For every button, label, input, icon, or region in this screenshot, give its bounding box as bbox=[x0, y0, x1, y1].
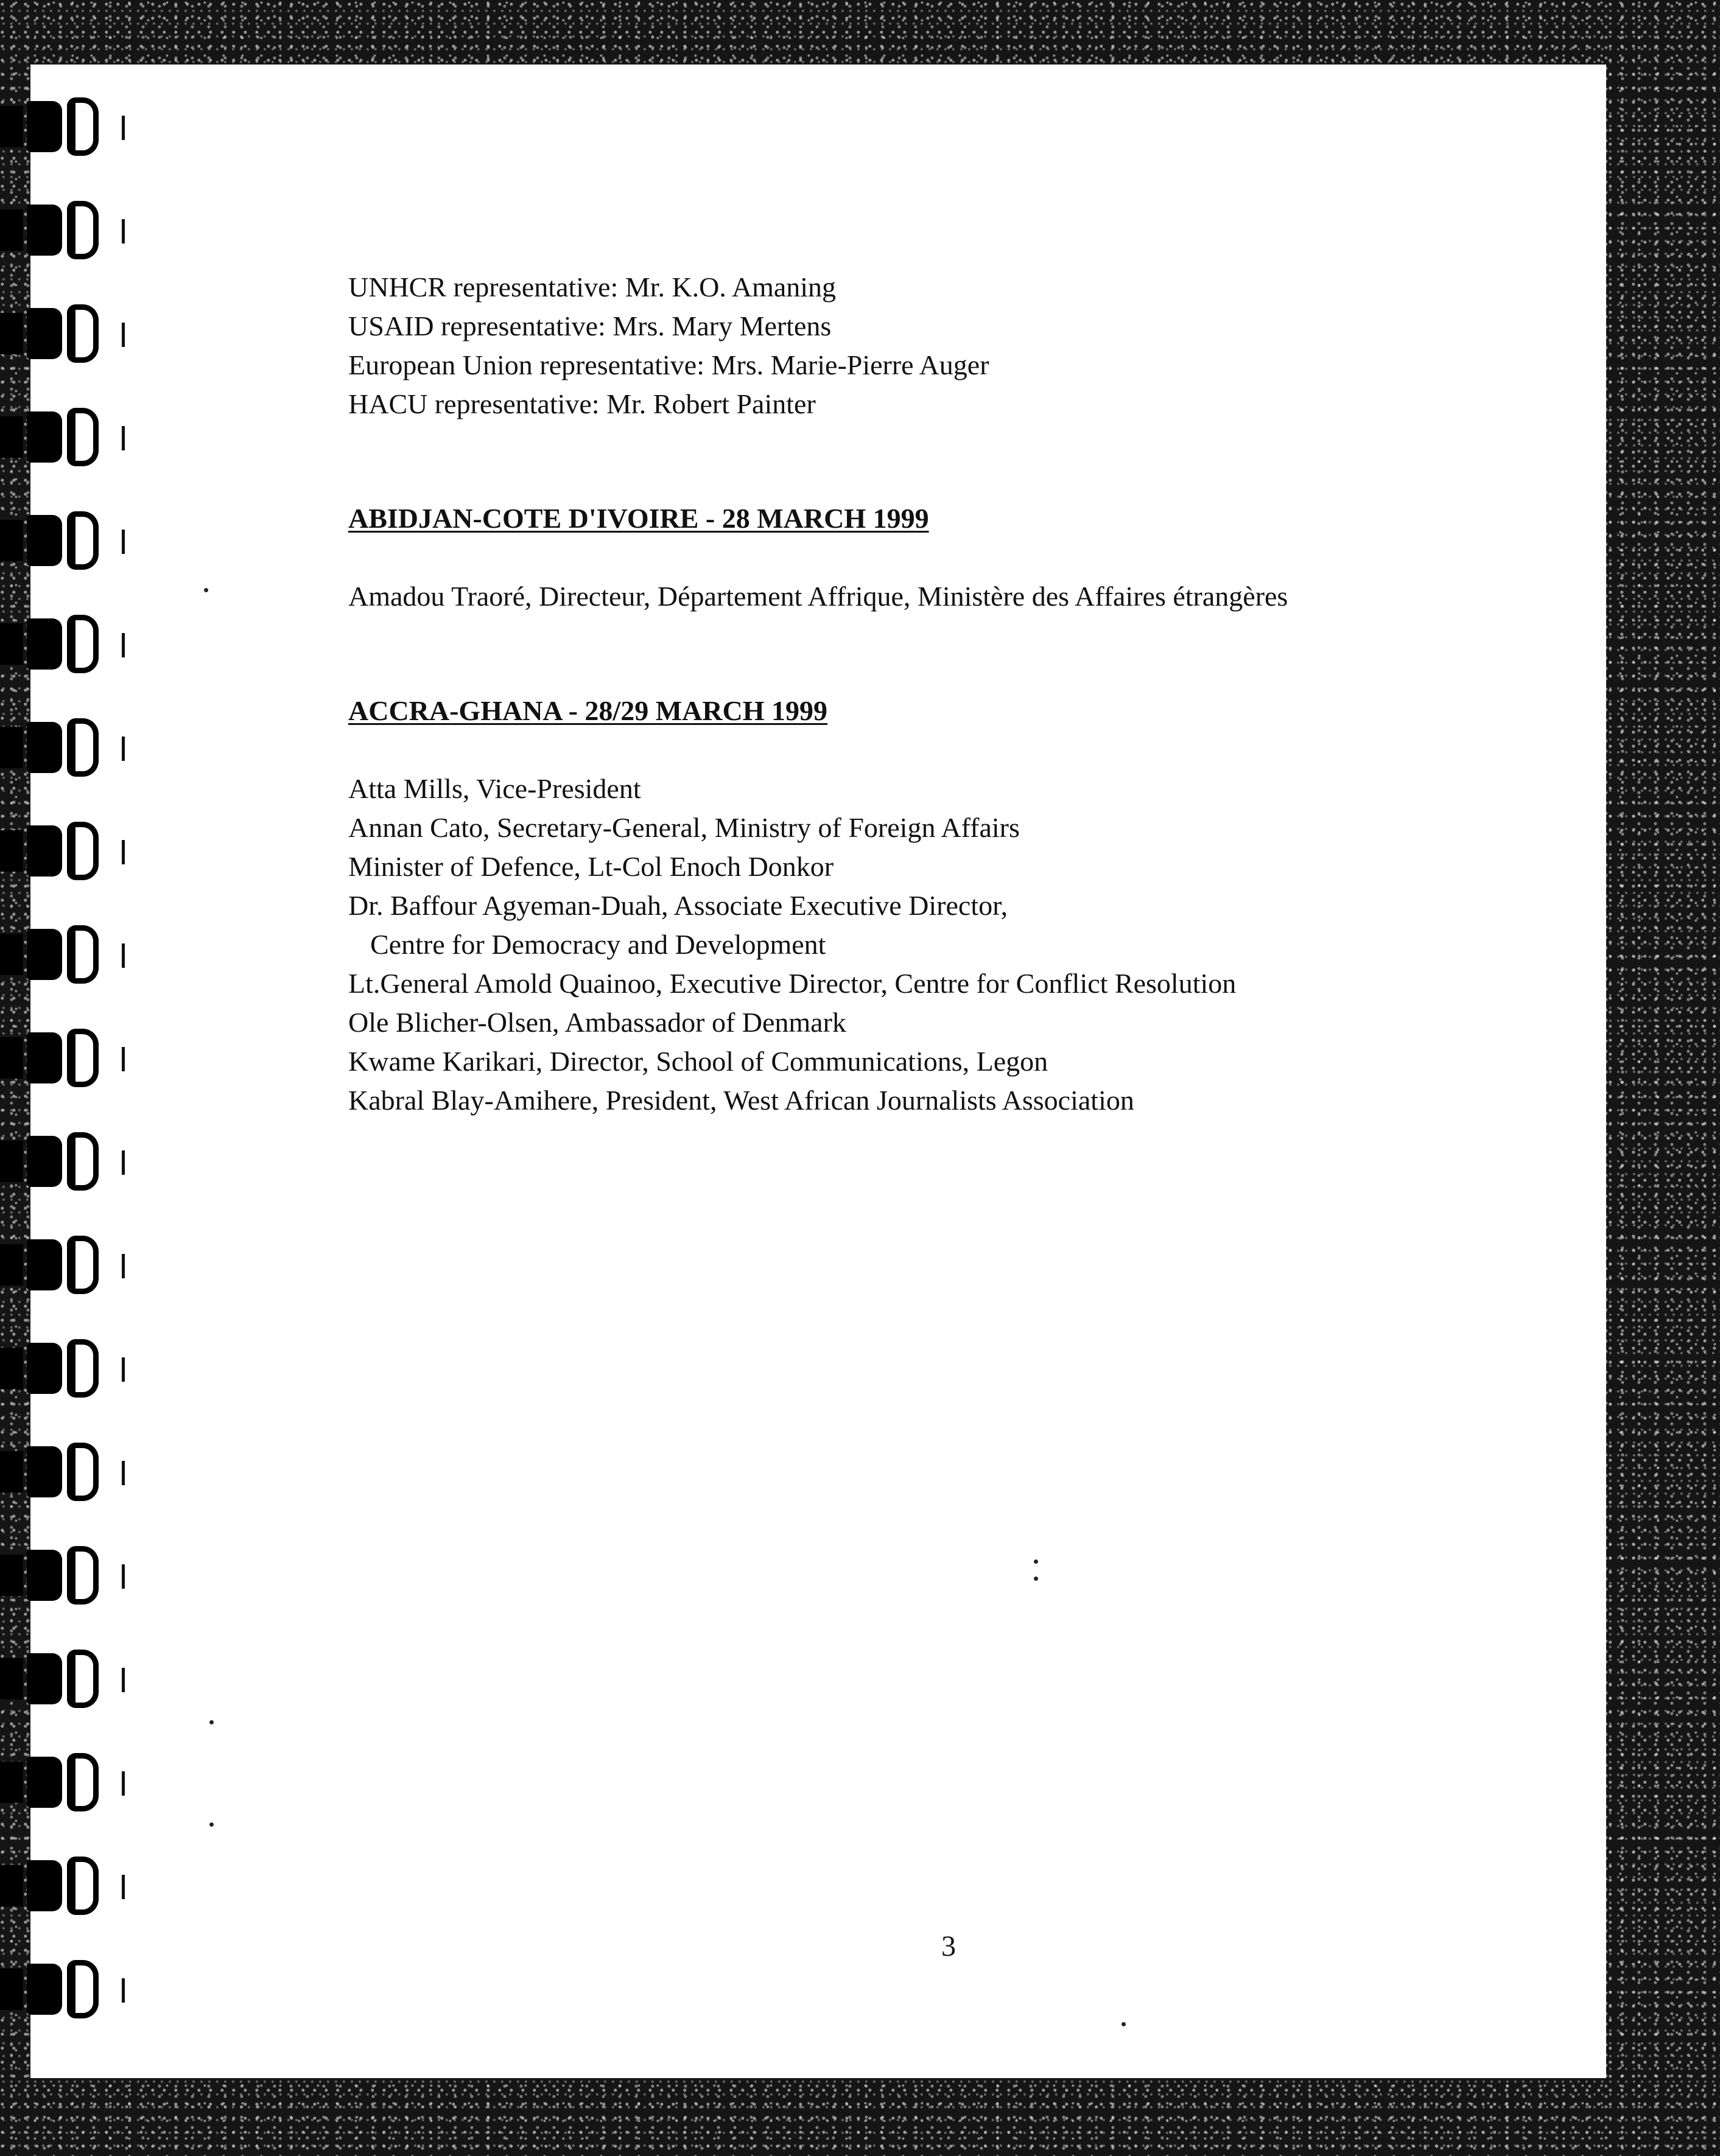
contact-line: Ole Blicher-Olsen, Ambassador of Denmark bbox=[348, 1007, 846, 1038]
page-number: 3 bbox=[941, 1930, 956, 1962]
contact-line-continuation: Centre for Democracy and Development bbox=[370, 929, 826, 960]
binding-ring bbox=[0, 1857, 122, 1915]
representative-line: HACU representative: Mr. Robert Painter bbox=[348, 388, 816, 419]
representative-line: USAID representative: Mrs. Mary Mertens bbox=[348, 310, 832, 341]
binding-ring bbox=[0, 1650, 122, 1708]
binding-ring bbox=[0, 822, 122, 880]
contact-line: Lt.General Amold Quainoo, Executive Director, Centre for Conflict Resolution bbox=[348, 968, 1237, 999]
binding-ring bbox=[0, 1753, 122, 1811]
binding-ring bbox=[0, 1339, 122, 1398]
contact-line: Amadou Traoré, Directeur, Département Affrique, Ministère des Affaires étrangères bbox=[348, 581, 1288, 612]
binding-ring bbox=[0, 925, 122, 984]
scan-speck bbox=[1034, 1559, 1038, 1564]
representative-line: European Union representative: Mrs. Marie-Pierre Auger bbox=[348, 349, 989, 380]
binding-ring bbox=[0, 97, 122, 156]
scan-speck bbox=[1122, 2022, 1126, 2026]
contact-line: Dr. Baffour Agyeman-Duah, Associate Executive Director, bbox=[348, 890, 1008, 921]
scan-speck bbox=[1034, 1577, 1038, 1581]
binding-ring bbox=[0, 511, 122, 570]
binding-ring bbox=[0, 201, 122, 259]
scan-speck bbox=[209, 1720, 214, 1724]
section-heading: ABIDJAN-COTE D'IVOIRE - 28 MARCH 1999 bbox=[348, 503, 929, 534]
section-abidjan bbox=[348, 499, 1566, 616]
binding-ring bbox=[0, 1960, 122, 2018]
section-accra bbox=[348, 691, 1566, 1120]
representatives-list bbox=[348, 268, 1566, 424]
binding-ring bbox=[0, 718, 122, 777]
scan-speck bbox=[204, 588, 208, 592]
representative-line: UNHCR representative: Mr. K.O. Amaning bbox=[348, 271, 837, 303]
binding-ring bbox=[0, 1546, 122, 1605]
document-body bbox=[348, 268, 1566, 1120]
binding-ring bbox=[0, 615, 122, 673]
binding-ring bbox=[0, 1236, 122, 1294]
binding-ring bbox=[0, 408, 122, 466]
contact-line: Atta Mills, Vice-President bbox=[348, 773, 641, 804]
binding-ring bbox=[0, 1443, 122, 1501]
scan-speck bbox=[209, 1822, 214, 1827]
contact-line: Kabral Blay-Amihere, President, West African Journalists Association bbox=[348, 1085, 1134, 1116]
binding-ring bbox=[0, 1132, 122, 1191]
contact-line: Annan Cato, Secretary-General, Ministry of Foreign Affairs bbox=[348, 812, 1020, 843]
binding-ring bbox=[0, 304, 122, 363]
contact-line: Kwame Karikari, Director, School of Communications, Legon bbox=[348, 1046, 1048, 1077]
section-heading: ACCRA-GHANA - 28/29 MARCH 1999 bbox=[348, 695, 828, 726]
contact-line: Minister of Defence, Lt-Col Enoch Donkor bbox=[348, 851, 834, 882]
spiral-binding bbox=[0, 49, 183, 2094]
binding-ring bbox=[0, 1029, 122, 1087]
